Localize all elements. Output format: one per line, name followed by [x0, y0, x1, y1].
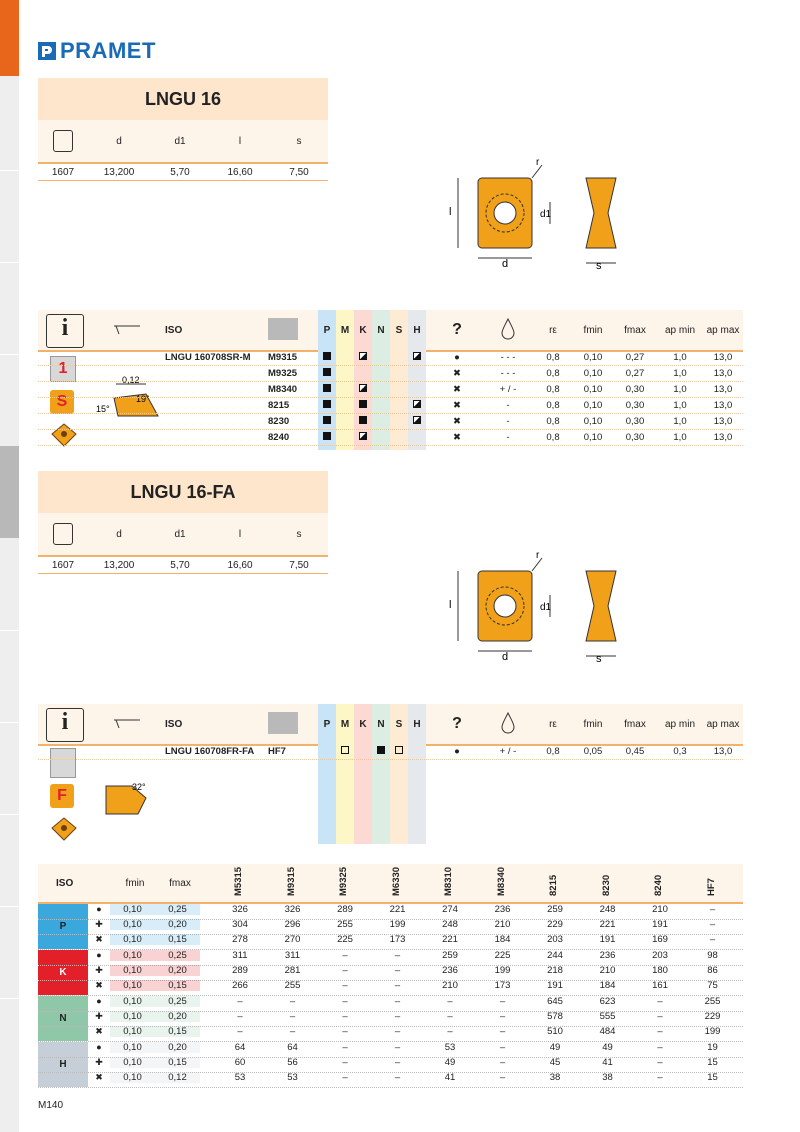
- cutting-speed-value: –: [394, 980, 401, 991]
- cutting-speed-value: –: [447, 1026, 453, 1037]
- svg-text:15°: 15°: [96, 404, 110, 414]
- ct-grade-header: 8240: [653, 874, 664, 896]
- cutting-speed-value: –: [237, 1026, 243, 1037]
- cutting-speed-value: 15: [707, 1057, 718, 1068]
- cutting-speed-value: 169: [652, 934, 668, 945]
- cutting-speed-value: –: [709, 934, 716, 945]
- dim-header-d: d: [116, 135, 122, 147]
- cutting-speed-value: 49: [549, 1042, 561, 1053]
- cutting-speed-value: 578: [547, 1011, 563, 1022]
- operation-symbol: ●: [96, 904, 102, 914]
- cutting-speed-row: ✚ 0,10 0,20 – – – – – – 578 555 – 229: [38, 1011, 743, 1027]
- cutting-speed-value: 218: [547, 965, 563, 976]
- cutting-speed-value: 191: [652, 919, 668, 930]
- operation-symbol: ✖: [95, 934, 103, 944]
- coolant-value: -: [506, 432, 510, 443]
- grade-row: M9325 ✖ - - - 0,8 0,10 0,27 1,0 13,0: [38, 366, 743, 382]
- material-suitability-K: [354, 400, 372, 411]
- cutting-speed-row: ✖ 0,10 0,15 278 270 225 173 221 184 203 191 169 –: [38, 934, 743, 950]
- svg-text:s: s: [596, 260, 602, 272]
- material-suitability-P: [318, 368, 336, 379]
- coolant-value: + / -: [499, 384, 517, 395]
- cutting-speed-row: ● 0,10 0,25 326 326 289 221 274 236 259 248 210 –: [38, 904, 743, 920]
- cutting-speed-value: –: [342, 1042, 348, 1053]
- svg-text:r: r: [536, 157, 540, 168]
- section1-title: LNGU 16: [38, 78, 328, 120]
- operation-symbol: ✚: [95, 919, 103, 929]
- cutting-speed-value: 191: [599, 934, 616, 945]
- cutting-speed-value: –: [499, 1057, 506, 1068]
- label-l: l: [449, 206, 452, 218]
- cutting-speed-value: –: [709, 904, 716, 915]
- grade-row: M9315 ● - - - 0,8 0,10 0,27 1,0 13,0: [38, 350, 743, 366]
- application-icon: ?: [452, 321, 462, 338]
- grade-row: M8340 ✖ + / - 0,8 0,10 0,30 1,0 13,0: [38, 382, 743, 398]
- cutting-speed-value: –: [657, 1011, 663, 1022]
- cutting-speed-value: –: [499, 1042, 506, 1053]
- cutting-speed-value: 225: [494, 950, 511, 961]
- cutting-speed-row: ● 0,10 0,25 311 311 – – 259 225 244 236 203 98: [38, 950, 743, 966]
- badge-f: F: [50, 784, 74, 808]
- cutting-speed-value: 236: [442, 965, 458, 976]
- cutting-speed-value: –: [394, 996, 401, 1007]
- operation-symbol: ✖: [95, 1026, 103, 1036]
- cutting-speed-value: –: [499, 1026, 506, 1037]
- cutting-speed-value: 229: [547, 919, 563, 930]
- insert-shape-icon: [53, 523, 73, 545]
- insert-drawing-1: [440, 155, 640, 275]
- material-group-P: P: [38, 904, 88, 949]
- cutting-speed-row: ✖ 0,10 0,12 53 53 – – 41 – 38 38 – 15: [38, 1072, 743, 1088]
- cutting-speed-value: 484: [599, 1026, 616, 1037]
- svg-text:d: d: [502, 651, 509, 663]
- cutting-speed-value: 221: [599, 919, 616, 930]
- cutting-speed-value: 278: [232, 934, 248, 945]
- cutting-speed-value: –: [237, 1011, 243, 1022]
- cutting-speed-table: ISO fmin fmax M5315 M9315 M9325 M6330 M8310 M8340 8215 8230 8240 HF7 P ● 0,10 0,25 326 326 289 221 274 236 259 248 210 – ✚ 0,10 0,20 304 296 255 199 248 210 229 221 191 – ✖ 0,10 0,15 278 270 225 173 221 184 203 191 169 – K ● 0,10 0,25 311 311 – – 259 225 244 236 203 98 ✚ 0,10 0,20 289 281 – – 236 199 218 210 180 86 ✖ 0,10 0,15 266 255 – – 210 173 191 184 161 75 N ● 0,10 0,25 – – – – – – 645 623 – 255 ✚ 0,10 0,20 – – – – – – 578 555 – 229 ✖ 0,10 0,15 – – – – – – 510 484 – 199 H ● 0,10 0,20 64 64 – – 53 – 49 49 – 19 ✚ 0,10 0,15 60 56 – – 49 – 45 41 – 15 ✖ 0,10 0,12 53 53 – – 41 – 38 38 – 15: [38, 864, 743, 904]
- grade-name: 8215: [268, 400, 290, 411]
- cutting-speed-value: –: [447, 1011, 453, 1022]
- cutting-speed-value: 75: [707, 980, 718, 991]
- cutting-speed-value: 623: [599, 996, 616, 1007]
- brand-logo: [38, 38, 156, 64]
- cutting-speed-value: –: [499, 1072, 506, 1083]
- cutting-speed-value: 86: [707, 965, 718, 976]
- insert-drawing-2: [440, 548, 640, 668]
- cutting-speed-value: 203: [547, 934, 563, 945]
- material-suitability-K: [354, 432, 372, 443]
- section2-dim-table: d d1 l s 1607 13,200 5,70 16,60 7,50: [38, 513, 328, 574]
- cutting-speed-value: 259: [547, 904, 563, 915]
- cutting-speed-row: ✚ 0,10 0,20 304 296 255 199 248 210 229 221 191 –: [38, 919, 743, 935]
- dim-header-d1: d1: [174, 135, 186, 147]
- insert-designation: LNGU 160708FR-FA: [165, 746, 255, 757]
- coolant-drop-icon: [500, 318, 516, 340]
- material-suitability-P: [318, 384, 336, 395]
- cutting-speed-value: –: [657, 1057, 663, 1068]
- cutting-speed-value: 64: [234, 1042, 246, 1053]
- cutting-speed-value: –: [342, 1026, 348, 1037]
- grade-name: 8240: [268, 432, 290, 443]
- cutting-speed-value: –: [657, 1026, 663, 1037]
- cutting-speed-value: 210: [599, 965, 616, 976]
- cutting-speed-value: 326: [232, 904, 248, 915]
- cutting-speed-value: 173: [389, 934, 406, 945]
- coolant-value: -: [506, 416, 510, 427]
- cutting-speed-value: –: [342, 950, 348, 961]
- cutting-speed-value: –: [342, 980, 348, 991]
- coolant-value: - - -: [500, 368, 516, 379]
- badge-1: 1: [50, 356, 76, 382]
- coolant-value: - - -: [500, 352, 516, 363]
- cutting-speed-value: –: [342, 1011, 348, 1022]
- cutting-speed-value: 236: [599, 950, 616, 961]
- operation-symbol: ✚: [95, 1057, 103, 1067]
- dim-header-s: s: [296, 135, 302, 147]
- material-suitability-H: [408, 352, 426, 363]
- cutting-speed-value: 98: [707, 950, 718, 961]
- cutting-speed-value: 555: [599, 1011, 616, 1022]
- cutting-speed-value: 248: [442, 919, 458, 930]
- svg-text:l: l: [449, 599, 452, 611]
- svg-text:d: d: [502, 258, 509, 270]
- coolant-drop-icon: [500, 712, 516, 734]
- cutting-speed-value: 161: [652, 980, 668, 991]
- insert-designation: LNGU 160708SR-M: [165, 352, 251, 363]
- cutting-speed-value: 210: [652, 904, 668, 915]
- cutting-speed-value: –: [289, 1026, 296, 1037]
- application-symbol: ✖: [453, 416, 461, 427]
- material-suitability-P: [318, 416, 336, 427]
- pramet-logo-icon: [38, 42, 56, 60]
- cutting-speed-value: 210: [442, 980, 458, 991]
- cutting-speed-value: 244: [547, 950, 563, 961]
- cutting-speed-row: ✖ 0,10 0,15 266 255 – – 210 173 191 184 161 75: [38, 980, 743, 996]
- sidebar-active-tab[interactable]: [0, 0, 19, 76]
- material-suitability-S: [390, 746, 408, 757]
- cutting-speed-value: –: [289, 1011, 296, 1022]
- material-suitability-K: [354, 384, 372, 395]
- cutting-speed-value: –: [342, 996, 348, 1007]
- ct-grade-header: M8340: [495, 866, 507, 896]
- insert-profile-icon: [112, 322, 142, 336]
- cutting-speed-value: 41: [602, 1057, 613, 1068]
- dim-row: 1607 13,200 5,70 16,60 7,50: [38, 164, 328, 181]
- cutting-speed-value: 184: [494, 934, 511, 945]
- operation-symbol: ✖: [95, 980, 103, 990]
- grade-name: 8230: [268, 416, 290, 427]
- brand-name: PRAMET: [60, 38, 156, 63]
- ct-iso-header: ISO: [56, 878, 74, 889]
- svg-text:32°: 32°: [132, 782, 146, 792]
- ct-grade-header: HF7: [705, 878, 717, 896]
- section1-dim-table: [38, 120, 328, 181]
- cutting-speed-value: 56: [287, 1057, 298, 1068]
- cutting-speed-value: 289: [232, 965, 248, 976]
- application-symbol: ✖: [453, 400, 461, 411]
- cutting-speed-value: 221: [442, 934, 458, 945]
- grade-table-1: i ISO P M K N S H ? rε fmin fmax ap min ap max 1 S 0,12 15° 19° LNGU 160708SR-M M9315 ● - - - 0,8 0,10 0,27 1,0 13,0 M9325 ✖ - - - 0,8 0,10 0,27 1,0 13,0 M8340 ✖ + / - 0,8 0,10 0,30 1,0 13,0 8215 ✖ - 0,8 0,10 0,30 1,0 13,0 8230 ✖ - 0,8 0,10 0,30 1,0 13,0 8240 ✖ - 0,8 0,10 0,30 1,0 13,0: [38, 310, 743, 352]
- svg-text:r: r: [536, 550, 540, 561]
- section2-title: LNGU 16-FA: [38, 471, 328, 513]
- cutting-speed-row: ✖ 0,10 0,15 – – – – – – 510 484 – 199: [38, 1026, 743, 1042]
- cutting-speed-value: 199: [389, 919, 406, 930]
- application-symbol: ●: [454, 746, 460, 757]
- cutting-speed-value: 266: [232, 980, 248, 991]
- cutting-speed-value: –: [499, 996, 506, 1007]
- insert-profile-icon: [112, 716, 142, 730]
- material-group-N: N: [38, 996, 88, 1041]
- material-suitability-P: [318, 432, 336, 443]
- cutting-speed-value: –: [342, 1072, 348, 1083]
- badge-s: S: [50, 390, 74, 414]
- cutting-speed-value: 270: [284, 934, 301, 945]
- material-suitability-H: [408, 416, 426, 427]
- cutting-speed-value: –: [499, 1011, 506, 1022]
- cutting-speed-value: 38: [602, 1072, 613, 1083]
- cutting-geometry-icon: [102, 778, 162, 818]
- cutting-speed-value: –: [709, 919, 716, 930]
- cutting-speed-value: –: [657, 1072, 663, 1083]
- sidebar-current-tab[interactable]: [0, 446, 19, 538]
- cutting-speed-value: 221: [389, 904, 406, 915]
- cutting-speed-row: ✚ 0,10 0,15 60 56 – – 49 – 45 41 – 15: [38, 1057, 743, 1073]
- info-icon[interactable]: i: [46, 708, 84, 742]
- cutting-speed-value: 49: [444, 1057, 456, 1068]
- ct-grade-header: M6330: [390, 866, 402, 896]
- grade-row: HF7 ● + / - 0,8 0,05 0,45 0,3 13,0: [38, 744, 743, 760]
- cutting-speed-value: 173: [494, 980, 511, 991]
- application-icon: ?: [452, 715, 462, 732]
- coolant-value: + / -: [499, 746, 517, 757]
- cutting-speed-value: –: [394, 965, 401, 976]
- cutting-speed-value: –: [394, 1026, 401, 1037]
- cutting-speed-value: 281: [284, 965, 301, 976]
- grade-table-2: i ISO P M K N S H ? rε fmin fmax ap min ap max F 32° LNGU 160708FR-FA HF7 ● + / - 0,8 0,05 0,45 0,3 13,0: [38, 704, 743, 746]
- cutting-speed-value: 289: [337, 904, 353, 915]
- material-group-K: K: [38, 950, 88, 995]
- cutting-speed-value: 53: [444, 1042, 456, 1053]
- cutting-speed-value: 255: [704, 996, 721, 1007]
- cutting-speed-value: 180: [652, 965, 668, 976]
- cutting-speed-value: 38: [549, 1072, 561, 1083]
- cutting-speed-value: 304: [232, 919, 248, 930]
- application-symbol: ✖: [453, 384, 461, 395]
- cutting-speed-value: –: [237, 996, 243, 1007]
- material-group-H: H: [38, 1042, 88, 1087]
- application-symbol: ●: [454, 352, 460, 363]
- svg-text:19°: 19°: [136, 394, 150, 404]
- cutting-speed-value: –: [342, 1057, 348, 1068]
- cutting-speed-value: –: [394, 1042, 401, 1053]
- operation-symbol: ●: [96, 1042, 102, 1052]
- cutting-speed-row: ● 0,10 0,20 64 64 – – 53 – 49 49 – 19: [38, 1042, 743, 1058]
- iso-header: ISO: [165, 324, 183, 336]
- cutting-speed-value: 225: [337, 934, 353, 945]
- operation-symbol: ●: [96, 950, 102, 960]
- operation-symbol: ●: [96, 996, 102, 1006]
- cutting-speed-value: 45: [549, 1057, 561, 1068]
- grade-material-icon: [268, 712, 298, 734]
- cutting-speed-value: –: [342, 965, 348, 976]
- cutting-speed-value: 53: [234, 1072, 246, 1083]
- ct-grade-header: M8310: [443, 866, 454, 896]
- insert-shape-icon: [53, 130, 73, 152]
- svg-text:d1: d1: [540, 209, 552, 220]
- material-suitability-P: [318, 352, 336, 363]
- material-suitability-H: [408, 400, 426, 411]
- cutting-speed-value: 255: [337, 919, 353, 930]
- cutting-speed-row: ● 0,10 0,25 – – – – – – 645 623 – 255: [38, 996, 743, 1012]
- application-symbol: ✖: [453, 432, 461, 443]
- svg-text:s: s: [596, 653, 602, 665]
- cutting-speed-value: 326: [284, 904, 301, 915]
- cutting-speed-value: 229: [704, 1011, 721, 1022]
- grade-row: 8230 ✖ - 0,8 0,10 0,30 1,0 13,0: [38, 414, 743, 430]
- grade-row: 8240 ✖ - 0,8 0,10 0,30 1,0 13,0: [38, 430, 743, 446]
- cutting-speed-value: 255: [284, 980, 301, 991]
- material-suitability-K: [354, 352, 372, 363]
- cutting-speed-value: 191: [547, 980, 563, 991]
- cutting-speed-value: –: [394, 1057, 401, 1068]
- ct-grade-header: 8230: [600, 874, 612, 896]
- chapter-sidebar: [0, 0, 19, 1132]
- material-suitability-K: [354, 416, 372, 427]
- cutting-speed-value: 236: [494, 904, 511, 915]
- cutting-speed-value: 184: [599, 980, 616, 991]
- cutting-speed-value: –: [657, 1042, 663, 1053]
- cutting-speed-value: 15: [707, 1072, 718, 1083]
- cutting-speed-value: 274: [442, 904, 458, 915]
- page-number: M140: [38, 1100, 64, 1111]
- cutting-speed-value: 64: [287, 1042, 298, 1053]
- cutting-speed-value: –: [447, 996, 453, 1007]
- coolant-value: -: [506, 400, 510, 411]
- grade-name: M9315: [268, 352, 298, 363]
- material-suitability-P: [318, 400, 336, 411]
- grade-name: HF7: [268, 746, 286, 757]
- cutting-speed-value: 49: [602, 1042, 613, 1053]
- operation-symbol: ✚: [95, 965, 103, 975]
- svg-text:0,12: 0,12: [122, 376, 140, 385]
- operation-symbol: ✚: [95, 1011, 103, 1021]
- cutting-speed-row: ✚ 0,10 0,20 289 281 – – 236 199 218 210 180 86: [38, 965, 743, 981]
- grade-row: 8215 ✖ - 0,8 0,10 0,30 1,0 13,0: [38, 398, 743, 414]
- dim-row: 1607 13,200 5,70 16,60 7,50: [38, 557, 328, 574]
- cutting-speed-value: 199: [494, 965, 511, 976]
- ct-grade-header: M5315: [233, 866, 244, 896]
- cutting-speed-value: 248: [599, 904, 616, 915]
- cutting-speed-value: –: [394, 1011, 401, 1022]
- grade-name: M9325: [268, 368, 298, 379]
- application-symbol: ✖: [453, 368, 461, 379]
- operation-symbol: ✖: [95, 1072, 103, 1082]
- cutting-speed-value: –: [394, 950, 401, 961]
- cutting-speed-value: 259: [442, 950, 458, 961]
- info-icon[interactable]: i: [46, 314, 84, 348]
- cutting-speed-value: 199: [704, 1026, 721, 1037]
- cutting-speed-value: –: [657, 996, 663, 1007]
- grade-name: M8340: [268, 384, 298, 395]
- cutting-speed-value: –: [394, 1072, 401, 1083]
- cutting-speed-value: 53: [287, 1072, 298, 1083]
- cutting-speed-value: 19: [707, 1042, 718, 1053]
- cutting-speed-value: 510: [547, 1026, 563, 1037]
- insert-3d-icon: [48, 816, 78, 842]
- ct-grade-header: 8215: [548, 874, 559, 896]
- cutting-speed-value: 41: [444, 1072, 456, 1083]
- ct-grade-header: M9325: [338, 866, 349, 896]
- cutting-speed-value: –: [289, 996, 296, 1007]
- material-suitability-M: [336, 746, 354, 757]
- dim-header-l: l: [238, 135, 242, 147]
- cutting-speed-value: 311: [232, 950, 248, 961]
- cutting-speed-value: 311: [284, 950, 301, 961]
- cutting-speed-value: 296: [284, 919, 301, 930]
- cutting-speed-value: 645: [547, 996, 563, 1007]
- cutting-speed-value: 203: [652, 950, 668, 961]
- material-suitability-N: [372, 746, 390, 757]
- cutting-speed-value: 210: [494, 919, 511, 930]
- grade-material-icon: [268, 318, 298, 340]
- ct-grade-header: M9315: [285, 866, 297, 896]
- svg-text:d1: d1: [540, 602, 552, 613]
- cutting-speed-value: 60: [234, 1057, 246, 1068]
